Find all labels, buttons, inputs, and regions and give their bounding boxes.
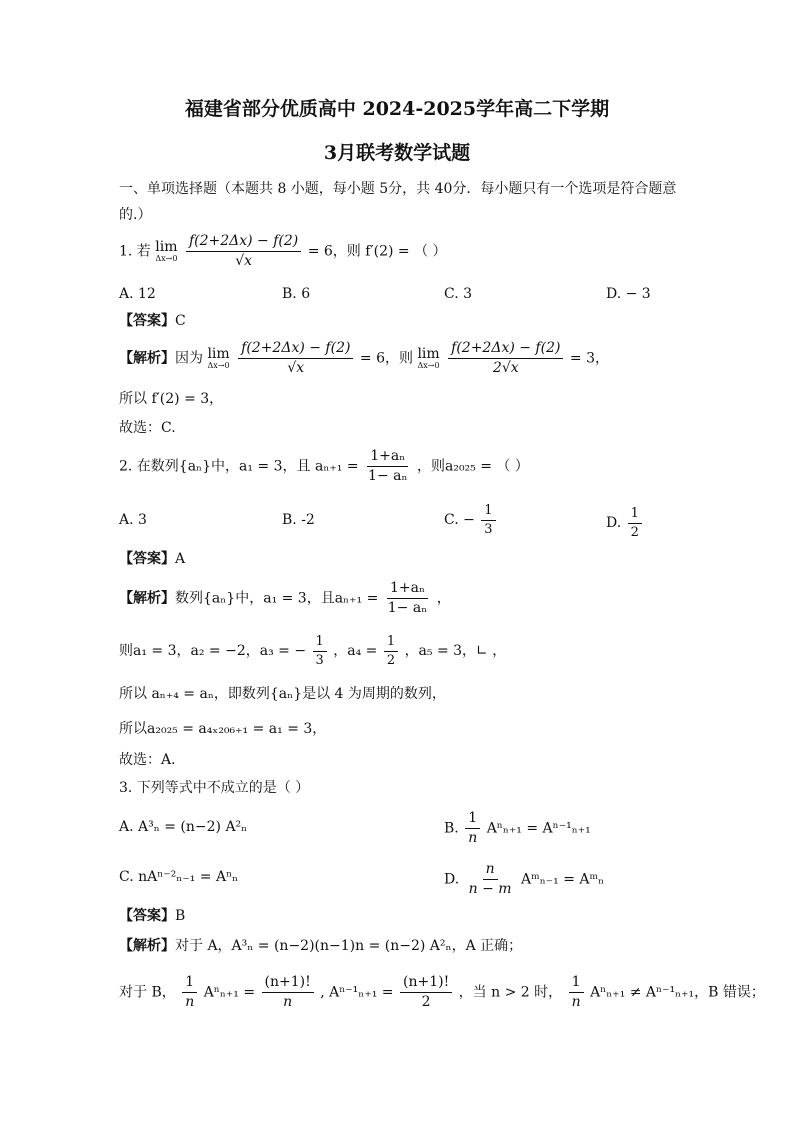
q3-sol2-frac4-num: 1	[569, 974, 584, 993]
q2-option-c	[444, 503, 498, 537]
q2-suffix: ，则a₂₀₂₅ = （ ）	[416, 458, 529, 475]
q2-lhs: aₙ₊₁ =	[314, 458, 359, 475]
q1-sol-frac1-num: f(2+2Δx) − f(2)	[238, 340, 353, 359]
q1-lim-sub: Δx→0	[155, 254, 178, 264]
q3-sol2-frac3-num: (n+1)!	[400, 974, 452, 993]
q3-opt-b-label: B.	[444, 820, 459, 837]
q3-opt-b-rest: Aⁿₙ₊₁ = Aⁿ⁻¹ₙ₊₁	[486, 820, 591, 837]
q1-sol-lim1-sub: Δx→0	[207, 361, 230, 371]
q3-option-c: C. nAⁿ⁻²ₙ₋₁ = Aⁿₙ	[119, 869, 239, 885]
q2-prefix: 2. 在数列{aₙ}中，a₁ = 3，且	[119, 458, 311, 475]
q2-analysis-label: 【解析】	[119, 590, 175, 607]
q1-rhs: = 6，则 f′(2) = （ ）	[307, 243, 447, 260]
q3-sol2-frac1-num: 1	[182, 974, 197, 993]
q2-sol2-frac-a-den: 3	[315, 652, 324, 668]
q2-sol1-pre: 数列{aₙ}中，a₁ = 3，且aₙ₊₁ =	[175, 590, 379, 607]
q2-option-d	[606, 506, 644, 540]
q2-opt-c-sign: C. −	[444, 512, 475, 529]
q1-sol-fraction2	[448, 340, 563, 377]
q2-fraction	[365, 448, 411, 485]
q2-sol2-c: ，a₅ = 3，∟ ，	[404, 643, 507, 660]
q1-answer	[119, 313, 186, 330]
q3-answer-label: 【答案】	[119, 908, 175, 924]
q3-sol2-frac4	[569, 974, 584, 1011]
q3-stem: 3. 下列等式中不成立的是（ ）	[119, 780, 310, 796]
q3-sol2-frac1-den: n	[185, 993, 195, 1010]
q2-opt-c-frac	[481, 503, 495, 537]
q3-sol2-d: Aⁿₙ₊₁ ≠ Aⁿ⁻¹ₙ₊₁，B 错误；	[590, 984, 765, 1001]
q3-sol2-frac3	[400, 974, 452, 1011]
q2-analysis-line4: 所以a₂₀₂₅ = a₄ₓ₂₀₆₊₁ = a₁ = 3，	[119, 721, 327, 737]
q2-sol2-frac-a	[313, 634, 327, 668]
q3-sol2-frac4-den: n	[571, 993, 581, 1010]
q2-analysis-line1	[119, 580, 451, 617]
q1-sol-limit1	[207, 346, 229, 371]
q3-sol2-frac1	[182, 974, 197, 1011]
q2-sol2-frac-a-num: 1	[313, 634, 327, 652]
q1-sol-mid: = 6，则	[359, 350, 413, 367]
q1-limit	[155, 239, 177, 264]
q2-option-b: B. -2	[282, 512, 315, 528]
q1-sol-frac2-den: 2√x	[492, 359, 519, 376]
q1-frac-num: f(2+2Δx) − f(2)	[186, 233, 301, 252]
q3-sol2-a: Aⁿₙ₊₁ =	[203, 984, 256, 1001]
q2-analysis-line3: 所以 aₙ₊₄ = aₙ，即数列{aₙ}是以 4 为周期的数列，	[119, 686, 446, 702]
q2-opt-d-label: D.	[606, 515, 622, 532]
q3-opt-d-rest: Aᵐₙ₋₁ = Aᵐₙ	[521, 871, 605, 888]
q2-analysis-line2	[119, 634, 506, 668]
q3-analysis-label: 【解析】	[119, 938, 175, 954]
q2-opt-d-den: 2	[630, 524, 639, 540]
q1-stem	[119, 233, 447, 270]
q3-opt-d-den: n − m	[468, 880, 512, 897]
q3-sol2-frac3-den: 2	[421, 993, 431, 1010]
q1-answer-label: 【答案】	[119, 313, 175, 329]
q2-sol2-b: ，a₄ =	[333, 643, 378, 660]
q2-stem	[119, 448, 529, 485]
q2-answer-value: A	[175, 551, 186, 567]
section-header-line1: 一、单项选择题（本题共 8 小题，每小题 5分，共 40分．每小题只有一个选项是符合题意	[119, 181, 677, 197]
q1-sol-limit2	[417, 346, 439, 371]
q3-sol1: 对于 A，A³ₙ = (n−2)(n−1)n = (n−2) A²ₙ，A 正确；	[175, 938, 523, 954]
q2-opt-c-num: 1	[481, 503, 495, 521]
q3-analysis-line2	[119, 974, 765, 1011]
q1-sol-lim2-word: lim	[417, 345, 440, 362]
q2-answer-label: 【答案】	[119, 551, 175, 567]
q2-sol1-frac-num: 1+aₙ	[387, 580, 428, 599]
q1-answer-value: C	[175, 313, 186, 329]
q2-sol1-fraction	[385, 580, 431, 617]
q2-frac-den: 1− aₙ	[368, 467, 408, 484]
q3-sol2-c: ，当 n > 2 时，	[458, 984, 563, 1001]
q1-prefix: 1. 若	[119, 243, 151, 260]
q3-opt-b-den: n	[468, 829, 478, 846]
q3-sol2-b: , Aⁿ⁻¹ₙ₊₁ =	[320, 984, 394, 1001]
q3-option-a: A. A³ₙ = (n−2) A²ₙ	[119, 819, 248, 835]
q2-sol2-frac-b	[384, 634, 398, 668]
q1-sol-frac2-num: f(2+2Δx) − f(2)	[448, 340, 563, 359]
q1-frac-den: √x	[235, 252, 253, 269]
q3-opt-b-num: 1	[465, 810, 480, 829]
q1-option-c: C. 3	[444, 286, 473, 302]
q2-opt-c-den: 3	[484, 521, 493, 537]
q1-sol-lim1-word: lim	[207, 345, 230, 362]
exam-title-line2: 3月联考数学试题	[323, 142, 471, 164]
q3-answer-value: B	[175, 908, 186, 924]
q2-option-a: A. 3	[119, 512, 147, 528]
q3-sol2-frac2-num: (n+1)!	[262, 974, 314, 993]
q2-sol1-end: ，	[436, 590, 451, 607]
q1-analysis-line3: 故选：C.	[119, 420, 176, 436]
q1-sol-fraction1	[238, 340, 353, 377]
q3-opt-d-frac	[466, 861, 515, 898]
q2-answer	[119, 551, 185, 568]
q1-sol-end: = 3，	[569, 350, 609, 367]
q3-answer	[119, 908, 185, 925]
q3-option-b	[444, 810, 591, 847]
q3-sol2-pre: 对于 B，	[119, 984, 176, 1001]
q2-sol2-frac-b-den: 2	[386, 652, 396, 668]
q3-option-d	[444, 861, 604, 898]
q1-analysis-line2: 所以 f′(2) = 3，	[119, 391, 224, 407]
q3-opt-d-label: D.	[444, 871, 460, 888]
q3-analysis-line1	[119, 938, 522, 955]
q2-opt-d-frac	[628, 506, 642, 540]
q3-opt-b-frac	[465, 810, 480, 847]
q1-sol-pre: 因为	[175, 350, 203, 367]
q2-sol2-frac-b-num: 1	[384, 634, 398, 652]
q3-sol2-frac2	[262, 974, 314, 1011]
q2-frac-num: 1+aₙ	[367, 448, 408, 467]
q1-lim-word: lim	[155, 238, 178, 255]
q1-option-a: A. 12	[119, 286, 156, 302]
q2-sol1-frac-den: 1− aₙ	[387, 599, 428, 616]
q1-sol-frac1-den: √x	[287, 359, 305, 376]
q2-opt-d-num: 1	[628, 506, 642, 524]
q1-analysis-line1	[119, 340, 609, 377]
q1-option-b: B. 6	[282, 286, 311, 302]
q1-fraction	[186, 233, 301, 270]
exam-title-line1: 福建省部分优质高中 2024-2025学年高二下学期	[184, 98, 610, 120]
q2-analysis-line5: 故选：A．	[119, 752, 186, 768]
q1-analysis-label: 【解析】	[119, 350, 175, 367]
q1-option-d: D. − 3	[606, 286, 651, 302]
q1-sol-lim2-sub: Δx→0	[417, 361, 440, 371]
q2-sol2-a: 则a₁ = 3，a₂ = −2，a₃ = −	[119, 643, 307, 660]
q3-opt-d-num: n	[483, 861, 498, 880]
q3-sol2-frac2-den: n	[283, 993, 293, 1010]
section-header-line2: 的.）	[119, 207, 152, 223]
